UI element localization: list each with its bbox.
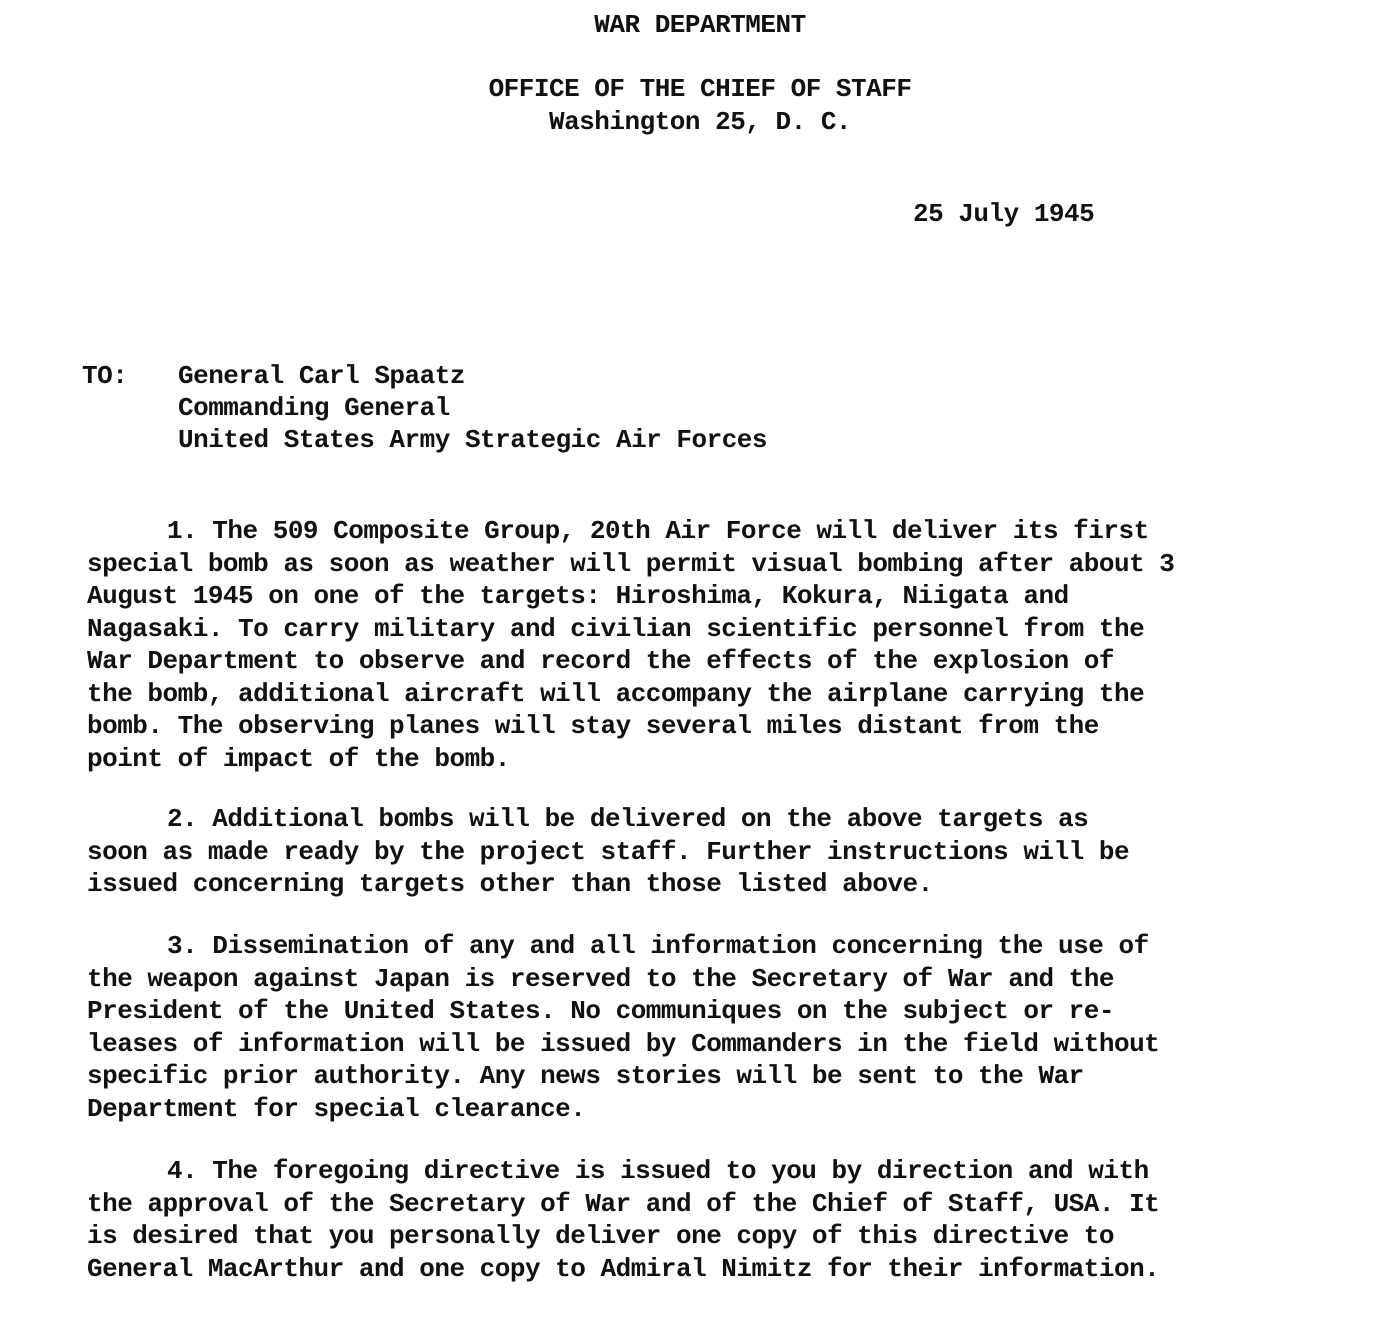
paragraph-line: the bomb, additional aircraft will accompany the airplane carrying the: [87, 678, 1145, 709]
paragraph-line: bomb. The observing planes will stay several miles distant from the: [87, 711, 1099, 741]
paragraph-line: 3. Dissemination of any and all information concerning the use of: [167, 931, 1149, 961]
paragraph-line: 2. Additional bombs will be delivered on the above targets as: [167, 804, 1089, 834]
paragraph-line: Department for special clearance.: [87, 1093, 586, 1124]
paragraph-line: soon as made ready by the project staff. Further instructions will be: [87, 836, 1130, 867]
paragraph-line: special bomb as soon as weather will permit visual bombing after about 3: [87, 548, 1175, 579]
paragraph-line: the approval of the Secretary of War and of the Chief of Staff, USA. It: [87, 1188, 1160, 1219]
recipient-title: Commanding General: [178, 393, 450, 423]
paragraph-line: Nagasaki. To carry military and civilian scientific personnel from the: [87, 613, 1145, 644]
paragraph-line: leases of information will be issued by Commanders in the field without: [87, 1028, 1160, 1059]
paragraph-line: issued concerning targets other than those listed above.: [87, 869, 933, 899]
memo-date: 25 July 1945: [913, 199, 1095, 229]
paragraph-1: [87, 515, 1267, 775]
paragraph-line: President of the United States. No communiques on the subject or re-: [87, 996, 1114, 1026]
paragraph-line: the weapon against Japan is reserved to the Secretary of War and the: [87, 963, 1114, 994]
paragraph-line: War Department to observe and record the effects of the explosion of: [87, 646, 1114, 676]
paragraph-4: [87, 1155, 1267, 1285]
paragraph-line: August 1945 on one of the targets: Hiroshima, Kokura, Niigata and: [87, 581, 1069, 611]
paragraph-line: specific prior authority. Any news stories will be sent to the War: [87, 1061, 1084, 1091]
paragraph-2: [87, 803, 1267, 901]
office-heading: OFFICE OF THE CHIEF OF STAFF: [488, 74, 912, 104]
recipient-name: General Carl Spaatz: [178, 361, 465, 391]
department-heading: WAR DEPARTMENT: [594, 10, 806, 40]
paragraph-line: General MacArthur and one copy to Admiral Nimitz for their information.: [87, 1253, 1160, 1284]
paragraph-line: is desired that you personally deliver one copy of this directive to: [87, 1221, 1114, 1251]
paragraph-line: 4. The foregoing directive is issued to you by direction and with: [167, 1156, 1149, 1186]
to-label: TO:: [82, 361, 128, 391]
paragraph-3: [87, 930, 1267, 1125]
location-heading: Washington 25, D. C.: [548, 107, 852, 137]
recipient-command: United States Army Strategic Air Forces: [178, 425, 767, 455]
paragraph-line: point of impact of the bomb.: [87, 743, 510, 774]
paragraph-line: 1. The 509 Composite Group, 20th Air Force will deliver its first: [167, 516, 1149, 546]
